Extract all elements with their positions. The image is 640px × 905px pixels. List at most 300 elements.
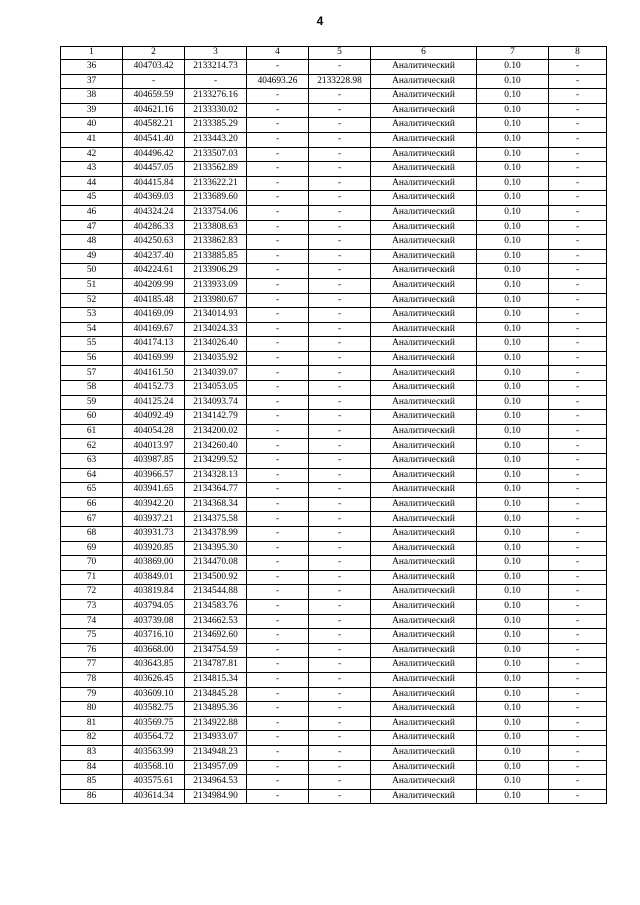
x-coordinate-cell: 404169.67 xyxy=(123,322,185,337)
table-row xyxy=(61,191,607,206)
x-coordinate-alt-cell: - xyxy=(247,410,309,425)
method-cell: Аналитический xyxy=(371,541,477,556)
note-cell: - xyxy=(549,176,607,191)
table-row xyxy=(61,74,607,89)
accuracy-cell: 0.10 xyxy=(477,658,549,673)
method-cell: Аналитический xyxy=(371,89,477,104)
accuracy-cell: 0.10 xyxy=(477,322,549,337)
table-row xyxy=(61,235,607,250)
x-coordinate-cell: 404125.24 xyxy=(123,395,185,410)
y-coordinate-cell: 2133808.63 xyxy=(185,220,247,235)
table-row xyxy=(61,424,607,439)
y-coordinate-cell: 2134014.93 xyxy=(185,308,247,323)
note-cell: - xyxy=(549,497,607,512)
x-coordinate-cell: 403941.65 xyxy=(123,483,185,498)
method-cell: Аналитический xyxy=(371,395,477,410)
coordinates-table xyxy=(60,46,607,804)
y-coordinate-alt-cell: - xyxy=(309,512,371,527)
y-coordinate-alt-cell: - xyxy=(309,176,371,191)
y-coordinate-cell: 2134948.23 xyxy=(185,745,247,760)
table-row xyxy=(61,337,607,352)
table-row xyxy=(61,395,607,410)
x-coordinate-cell: 404224.61 xyxy=(123,264,185,279)
y-coordinate-alt-cell: - xyxy=(309,191,371,206)
y-coordinate-alt-cell: - xyxy=(309,658,371,673)
accuracy-cell: 0.10 xyxy=(477,249,549,264)
table-row xyxy=(61,89,607,104)
x-coordinate-alt-cell: - xyxy=(247,585,309,600)
method-cell: Аналитический xyxy=(371,366,477,381)
column-header: 6 xyxy=(371,47,477,60)
y-coordinate-alt-cell: - xyxy=(309,264,371,279)
column-header: 4 xyxy=(247,47,309,60)
point-number-cell: 65 xyxy=(61,483,123,498)
y-coordinate-alt-cell: - xyxy=(309,454,371,469)
point-number-cell: 48 xyxy=(61,235,123,250)
method-cell: Аналитический xyxy=(371,716,477,731)
method-cell: Аналитический xyxy=(371,643,477,658)
method-cell: Аналитический xyxy=(371,147,477,162)
accuracy-cell: 0.10 xyxy=(477,118,549,133)
y-coordinate-cell: 2134922.88 xyxy=(185,716,247,731)
y-coordinate-cell: 2134544.88 xyxy=(185,585,247,600)
note-cell: - xyxy=(549,220,607,235)
table-row xyxy=(61,205,607,220)
x-coordinate-alt-cell: - xyxy=(247,658,309,673)
y-coordinate-cell: 2134395.30 xyxy=(185,541,247,556)
x-coordinate-cell: 403626.45 xyxy=(123,672,185,687)
x-coordinate-alt-cell: - xyxy=(247,527,309,542)
x-coordinate-alt-cell: - xyxy=(247,702,309,717)
accuracy-cell: 0.10 xyxy=(477,454,549,469)
y-coordinate-alt-cell: - xyxy=(309,366,371,381)
point-number-cell: 39 xyxy=(61,103,123,118)
x-coordinate-cell: 403564.72 xyxy=(123,731,185,746)
table-row xyxy=(61,672,607,687)
point-number-cell: 64 xyxy=(61,468,123,483)
note-cell: - xyxy=(549,702,607,717)
note-cell: - xyxy=(549,162,607,177)
point-number-cell: 76 xyxy=(61,643,123,658)
accuracy-cell: 0.10 xyxy=(477,103,549,118)
column-header: 5 xyxy=(309,47,371,60)
accuracy-cell: 0.10 xyxy=(477,599,549,614)
table-row xyxy=(61,381,607,396)
x-coordinate-cell: 404169.09 xyxy=(123,308,185,323)
y-coordinate-alt-cell: - xyxy=(309,731,371,746)
x-coordinate-cell: 404703.42 xyxy=(123,60,185,75)
table-row xyxy=(61,410,607,425)
table-row xyxy=(61,454,607,469)
note-cell: - xyxy=(549,527,607,542)
accuracy-cell: 0.10 xyxy=(477,351,549,366)
x-coordinate-cell: 404286.33 xyxy=(123,220,185,235)
y-coordinate-alt-cell: - xyxy=(309,702,371,717)
x-coordinate-alt-cell: - xyxy=(247,308,309,323)
x-coordinate-cell: 403569.75 xyxy=(123,716,185,731)
x-coordinate-alt-cell: - xyxy=(247,235,309,250)
x-coordinate-alt-cell: - xyxy=(247,191,309,206)
table-row xyxy=(61,293,607,308)
note-cell: - xyxy=(549,687,607,702)
y-coordinate-alt-cell: - xyxy=(309,395,371,410)
x-coordinate-cell: 404659.59 xyxy=(123,89,185,104)
point-number-cell: 67 xyxy=(61,512,123,527)
accuracy-cell: 0.10 xyxy=(477,147,549,162)
method-cell: Аналитический xyxy=(371,424,477,439)
method-cell: Аналитический xyxy=(371,687,477,702)
point-number-cell: 42 xyxy=(61,147,123,162)
y-coordinate-cell: 2133906.29 xyxy=(185,264,247,279)
point-number-cell: 77 xyxy=(61,658,123,673)
x-coordinate-alt-cell: - xyxy=(247,249,309,264)
note-cell: - xyxy=(549,249,607,264)
note-cell: - xyxy=(549,395,607,410)
method-cell: Аналитический xyxy=(371,497,477,512)
x-coordinate-alt-cell: - xyxy=(247,395,309,410)
accuracy-cell: 0.10 xyxy=(477,235,549,250)
note-cell: - xyxy=(549,789,607,804)
accuracy-cell: 0.10 xyxy=(477,308,549,323)
point-number-cell: 74 xyxy=(61,614,123,629)
x-coordinate-alt-cell: - xyxy=(247,424,309,439)
y-coordinate-alt-cell: - xyxy=(309,497,371,512)
y-coordinate-alt-cell: - xyxy=(309,60,371,75)
table-row xyxy=(61,103,607,118)
point-number-cell: 56 xyxy=(61,351,123,366)
y-coordinate-alt-cell: - xyxy=(309,745,371,760)
accuracy-cell: 0.10 xyxy=(477,74,549,89)
x-coordinate-cell: 404054.28 xyxy=(123,424,185,439)
y-coordinate-alt-cell: - xyxy=(309,585,371,600)
y-coordinate-alt-cell: - xyxy=(309,629,371,644)
y-coordinate-cell: 2134964.53 xyxy=(185,775,247,790)
point-number-cell: 59 xyxy=(61,395,123,410)
note-cell: - xyxy=(549,74,607,89)
y-coordinate-cell: 2134895.36 xyxy=(185,702,247,717)
y-coordinate-alt-cell: - xyxy=(309,118,371,133)
table-row xyxy=(61,512,607,527)
method-cell: Аналитический xyxy=(371,264,477,279)
method-cell: Аналитический xyxy=(371,191,477,206)
x-coordinate-cell: 404582.21 xyxy=(123,118,185,133)
table-row xyxy=(61,541,607,556)
x-coordinate-cell: 403568.10 xyxy=(123,760,185,775)
point-number-cell: 80 xyxy=(61,702,123,717)
method-cell: Аналитический xyxy=(371,205,477,220)
accuracy-cell: 0.10 xyxy=(477,527,549,542)
y-coordinate-cell: 2133980.67 xyxy=(185,293,247,308)
note-cell: - xyxy=(549,147,607,162)
y-coordinate-alt-cell: - xyxy=(309,687,371,702)
method-cell: Аналитический xyxy=(371,162,477,177)
x-coordinate-alt-cell: - xyxy=(247,278,309,293)
y-coordinate-cell: 2134328.13 xyxy=(185,468,247,483)
table-row xyxy=(61,731,607,746)
method-cell: Аналитический xyxy=(371,599,477,614)
y-coordinate-cell: 2133862.83 xyxy=(185,235,247,250)
note-cell: - xyxy=(549,366,607,381)
x-coordinate-alt-cell: - xyxy=(247,541,309,556)
point-number-cell: 78 xyxy=(61,672,123,687)
x-coordinate-alt-cell: - xyxy=(247,468,309,483)
x-coordinate-cell: 404496.42 xyxy=(123,147,185,162)
accuracy-cell: 0.10 xyxy=(477,468,549,483)
y-coordinate-cell: 2134093.74 xyxy=(185,395,247,410)
x-coordinate-cell: 403575.61 xyxy=(123,775,185,790)
method-cell: Аналитический xyxy=(371,60,477,75)
note-cell: - xyxy=(549,599,607,614)
note-cell: - xyxy=(549,439,607,454)
y-coordinate-cell: 2134368.34 xyxy=(185,497,247,512)
note-cell: - xyxy=(549,191,607,206)
table-row xyxy=(61,264,607,279)
note-cell: - xyxy=(549,103,607,118)
x-coordinate-cell: 403614.34 xyxy=(123,789,185,804)
accuracy-cell: 0.10 xyxy=(477,337,549,352)
table-row xyxy=(61,556,607,571)
accuracy-cell: 0.10 xyxy=(477,191,549,206)
method-cell: Аналитический xyxy=(371,789,477,804)
accuracy-cell: 0.10 xyxy=(477,570,549,585)
point-number-cell: 71 xyxy=(61,570,123,585)
method-cell: Аналитический xyxy=(371,410,477,425)
y-coordinate-cell: 2134754.59 xyxy=(185,643,247,658)
x-coordinate-alt-cell: - xyxy=(247,162,309,177)
method-cell: Аналитический xyxy=(371,570,477,585)
table-row xyxy=(61,687,607,702)
x-coordinate-cell: 403849.01 xyxy=(123,570,185,585)
y-coordinate-alt-cell: 2133228.98 xyxy=(309,74,371,89)
x-coordinate-cell: 404541.40 xyxy=(123,132,185,147)
y-coordinate-alt-cell: - xyxy=(309,716,371,731)
table-row xyxy=(61,351,607,366)
y-coordinate-alt-cell: - xyxy=(309,132,371,147)
accuracy-cell: 0.10 xyxy=(477,731,549,746)
y-coordinate-cell: 2134378.99 xyxy=(185,527,247,542)
x-coordinate-cell: 404369.03 xyxy=(123,191,185,206)
y-coordinate-cell: 2133214.73 xyxy=(185,60,247,75)
table-row xyxy=(61,60,607,75)
point-number-cell: 62 xyxy=(61,439,123,454)
x-coordinate-alt-cell: - xyxy=(247,322,309,337)
y-coordinate-cell: 2133276.16 xyxy=(185,89,247,104)
y-coordinate-alt-cell: - xyxy=(309,293,371,308)
accuracy-cell: 0.10 xyxy=(477,162,549,177)
accuracy-cell: 0.10 xyxy=(477,556,549,571)
x-coordinate-cell: 404457.05 xyxy=(123,162,185,177)
y-coordinate-alt-cell: - xyxy=(309,235,371,250)
note-cell: - xyxy=(549,541,607,556)
method-cell: Аналитический xyxy=(371,278,477,293)
note-cell: - xyxy=(549,570,607,585)
note-cell: - xyxy=(549,132,607,147)
x-coordinate-alt-cell: - xyxy=(247,205,309,220)
point-number-cell: 53 xyxy=(61,308,123,323)
table-body xyxy=(61,60,607,804)
table-row xyxy=(61,643,607,658)
note-cell: - xyxy=(549,118,607,133)
y-coordinate-cell: 2134933.07 xyxy=(185,731,247,746)
note-cell: - xyxy=(549,381,607,396)
note-cell: - xyxy=(549,716,607,731)
note-cell: - xyxy=(549,89,607,104)
accuracy-cell: 0.10 xyxy=(477,643,549,658)
x-coordinate-alt-cell: - xyxy=(247,512,309,527)
x-coordinate-alt-cell: - xyxy=(247,176,309,191)
x-coordinate-alt-cell: - xyxy=(247,293,309,308)
point-number-cell: 70 xyxy=(61,556,123,571)
x-coordinate-alt-cell: - xyxy=(247,599,309,614)
y-coordinate-cell: 2134957.09 xyxy=(185,760,247,775)
x-coordinate-cell: 404237.40 xyxy=(123,249,185,264)
y-coordinate-cell: 2134845.28 xyxy=(185,687,247,702)
note-cell: - xyxy=(549,775,607,790)
table-row xyxy=(61,585,607,600)
column-header: 7 xyxy=(477,47,549,60)
point-number-cell: 83 xyxy=(61,745,123,760)
x-coordinate-cell: 404621.16 xyxy=(123,103,185,118)
table-row xyxy=(61,366,607,381)
note-cell: - xyxy=(549,468,607,483)
y-coordinate-cell: 2134662.53 xyxy=(185,614,247,629)
accuracy-cell: 0.10 xyxy=(477,205,549,220)
x-coordinate-cell: 403643.85 xyxy=(123,658,185,673)
x-coordinate-cell: 403931.73 xyxy=(123,527,185,542)
table-row xyxy=(61,308,607,323)
table-row xyxy=(61,278,607,293)
note-cell: - xyxy=(549,658,607,673)
note-cell: - xyxy=(549,205,607,220)
table-row xyxy=(61,789,607,804)
point-number-cell: 47 xyxy=(61,220,123,235)
table-row xyxy=(61,614,607,629)
x-coordinate-cell: 403563.99 xyxy=(123,745,185,760)
x-coordinate-alt-cell: - xyxy=(247,629,309,644)
note-cell: - xyxy=(549,264,607,279)
table-row xyxy=(61,497,607,512)
table-row xyxy=(61,599,607,614)
point-number-cell: 43 xyxy=(61,162,123,177)
x-coordinate-alt-cell: - xyxy=(247,454,309,469)
method-cell: Аналитический xyxy=(371,74,477,89)
accuracy-cell: 0.10 xyxy=(477,424,549,439)
method-cell: Аналитический xyxy=(371,235,477,250)
point-number-cell: 50 xyxy=(61,264,123,279)
x-coordinate-cell: 403716.10 xyxy=(123,629,185,644)
y-coordinate-cell: 2134039.07 xyxy=(185,366,247,381)
x-coordinate-alt-cell: - xyxy=(247,220,309,235)
accuracy-cell: 0.10 xyxy=(477,702,549,717)
note-cell: - xyxy=(549,556,607,571)
y-coordinate-cell: 2133507.03 xyxy=(185,147,247,162)
column-header: 3 xyxy=(185,47,247,60)
x-coordinate-alt-cell: - xyxy=(247,789,309,804)
accuracy-cell: 0.10 xyxy=(477,745,549,760)
y-coordinate-cell: 2134026.40 xyxy=(185,337,247,352)
method-cell: Аналитический xyxy=(371,614,477,629)
y-coordinate-cell: 2134984.90 xyxy=(185,789,247,804)
table-row xyxy=(61,775,607,790)
note-cell: - xyxy=(549,337,607,352)
x-coordinate-cell: 404250.63 xyxy=(123,235,185,250)
method-cell: Аналитический xyxy=(371,454,477,469)
x-coordinate-cell: 403937.21 xyxy=(123,512,185,527)
y-coordinate-cell: 2134142.79 xyxy=(185,410,247,425)
y-coordinate-alt-cell: - xyxy=(309,570,371,585)
point-number-cell: 85 xyxy=(61,775,123,790)
note-cell: - xyxy=(549,614,607,629)
accuracy-cell: 0.10 xyxy=(477,264,549,279)
table-row xyxy=(61,483,607,498)
y-coordinate-cell: 2134260.40 xyxy=(185,439,247,454)
method-cell: Аналитический xyxy=(371,103,477,118)
point-number-cell: 49 xyxy=(61,249,123,264)
point-number-cell: 46 xyxy=(61,205,123,220)
y-coordinate-cell: 2134024.33 xyxy=(185,322,247,337)
note-cell: - xyxy=(549,643,607,658)
x-coordinate-alt-cell: - xyxy=(247,147,309,162)
point-number-cell: 54 xyxy=(61,322,123,337)
accuracy-cell: 0.10 xyxy=(477,497,549,512)
x-coordinate-alt-cell: - xyxy=(247,745,309,760)
y-coordinate-alt-cell: - xyxy=(309,483,371,498)
y-coordinate-alt-cell: - xyxy=(309,643,371,658)
method-cell: Аналитический xyxy=(371,468,477,483)
x-coordinate-alt-cell: - xyxy=(247,351,309,366)
x-coordinate-cell: 404174.13 xyxy=(123,337,185,352)
accuracy-cell: 0.10 xyxy=(477,483,549,498)
x-coordinate-alt-cell: - xyxy=(247,381,309,396)
x-coordinate-alt-cell: - xyxy=(247,497,309,512)
accuracy-cell: 0.10 xyxy=(477,629,549,644)
accuracy-cell: 0.10 xyxy=(477,220,549,235)
method-cell: Аналитический xyxy=(371,760,477,775)
note-cell: - xyxy=(549,512,607,527)
note-cell: - xyxy=(549,585,607,600)
x-coordinate-alt-cell: - xyxy=(247,672,309,687)
y-coordinate-cell: 2133385.29 xyxy=(185,118,247,133)
method-cell: Аналитический xyxy=(371,556,477,571)
table-row xyxy=(61,439,607,454)
accuracy-cell: 0.10 xyxy=(477,541,549,556)
point-number-cell: 75 xyxy=(61,629,123,644)
y-coordinate-alt-cell: - xyxy=(309,468,371,483)
y-coordinate-cell: 2133933.09 xyxy=(185,278,247,293)
y-coordinate-cell: 2134375.58 xyxy=(185,512,247,527)
y-coordinate-alt-cell: - xyxy=(309,322,371,337)
table-row xyxy=(61,249,607,264)
y-coordinate-alt-cell: - xyxy=(309,789,371,804)
y-coordinate-alt-cell: - xyxy=(309,89,371,104)
note-cell: - xyxy=(549,672,607,687)
y-coordinate-alt-cell: - xyxy=(309,249,371,264)
table-row xyxy=(61,658,607,673)
table-row xyxy=(61,118,607,133)
x-coordinate-cell: - xyxy=(123,74,185,89)
point-number-cell: 40 xyxy=(61,118,123,133)
x-coordinate-alt-cell: - xyxy=(247,366,309,381)
accuracy-cell: 0.10 xyxy=(477,89,549,104)
accuracy-cell: 0.10 xyxy=(477,381,549,396)
table-row xyxy=(61,147,607,162)
method-cell: Аналитический xyxy=(371,702,477,717)
x-coordinate-cell: 404152.73 xyxy=(123,381,185,396)
table-header-row xyxy=(61,47,607,60)
table-row xyxy=(61,162,607,177)
method-cell: Аналитический xyxy=(371,118,477,133)
x-coordinate-alt-cell: - xyxy=(247,716,309,731)
